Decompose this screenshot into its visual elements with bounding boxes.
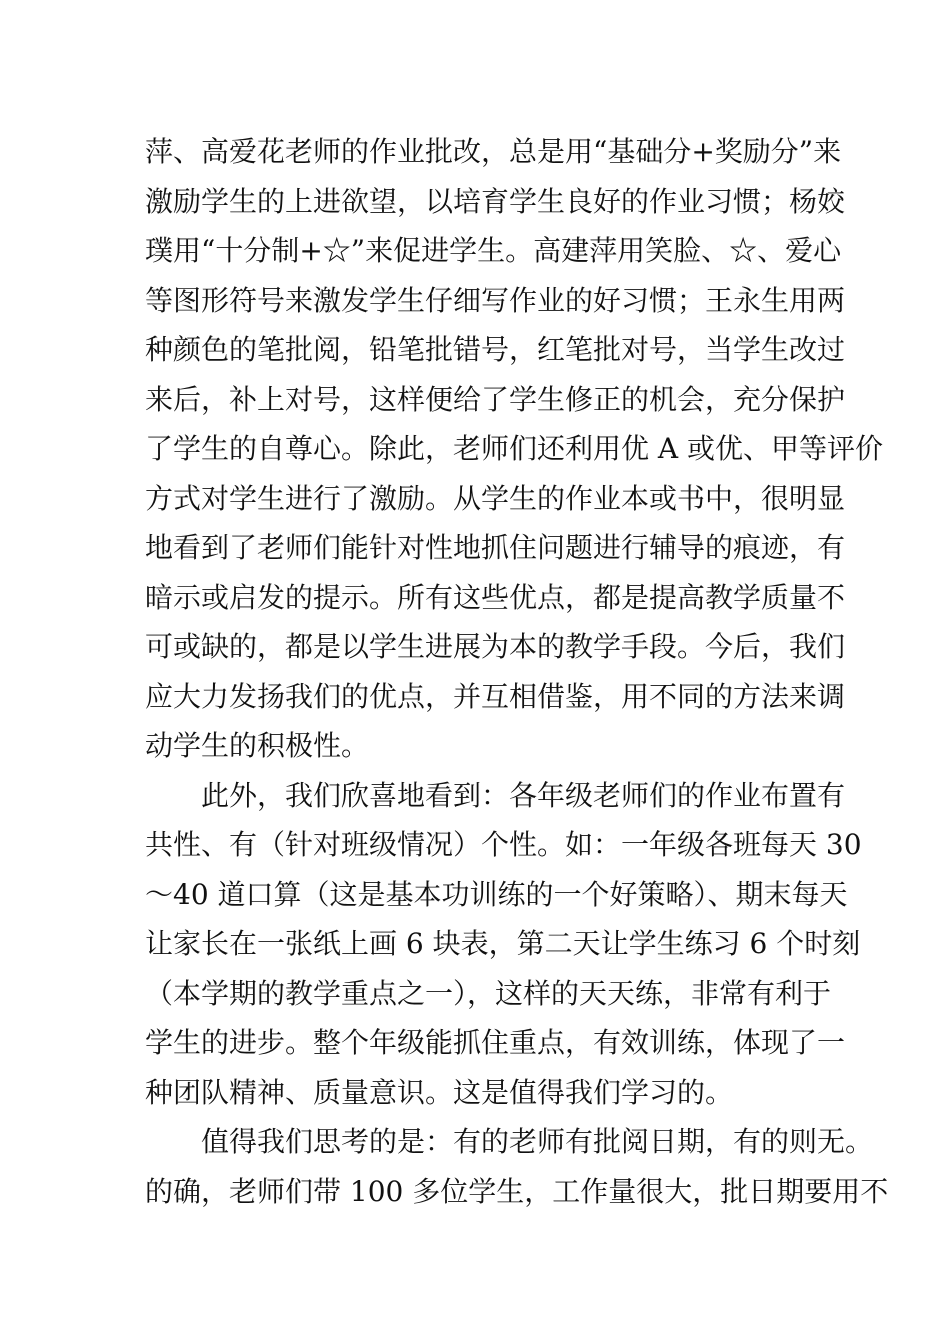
text-line: 的确，老师们带 100 多位学生，工作量很大，批日期要用不 [145,1174,889,1208]
text-line: 共性、有（针对班级情况）个性。如：一年级各班每天 30 [145,828,862,861]
paragraph-first-line: 值得我们思考的是：有的老师有批阅日期，有的则无。 [201,1125,874,1158]
text-line: 等图形符号来激发学生仔细写作业的好习惯；王永生用两 [145,283,846,317]
text-line: 学生的进步。整个年级能抓住重点，有效训练，体现了一 [145,1026,846,1059]
body-text [145,127,889,1216]
text-line: 地看到了老师们能针对性地抓住问题进行辅导的痕迹，有 [145,531,846,564]
text-line: 璞用“十分制+☆”来促进学生。高建萍用笑脸、☆、爱心 [145,234,842,267]
text-line: 方式对学生进行了激励。从学生的作业本或书中，很明显 [145,481,846,515]
text-line: 种颜色的笔批阅，铅笔批错号，红笔批对号，当学生改过 [145,333,846,366]
text-line: 暗示或启发的提示。所有这些优点，都是提高教学质量不 [145,580,846,614]
text-line: 应大力发扬我们的优点，并互相借鉴，用不同的方法来调 [145,679,846,713]
text-line: 种团队精神、质量意识。这是值得我们学习的。 [145,1075,734,1109]
text-line: 让家长在一张纸上画 6 块表，第二天让学生练习 6 个时刻 [145,927,861,960]
text-line: 可或缺的，都是以学生进展为本的教学手段。今后，我们 [145,630,846,663]
paragraph-first-line: 此外，我们欣喜地看到：各年级老师们的作业布置有 [201,778,846,812]
text-line: （本学期的教学重点之一），这样的天天练，非常有利于 [145,976,832,1010]
text-line: 萍、高爱花老师的作业批改，总是用“基础分+奖励分”来 [145,135,842,168]
text-line: 动学生的积极性。 [145,729,370,762]
text-line: 了学生的自尊心。除此，老师们还利用优 A 或优、甲等评价 [145,432,884,465]
text-line: 激励学生的上进欲望，以培育学生良好的作业习惯；杨姣 [145,184,846,218]
text-line: ～40 道口算（这是基本功训练的一个好策略）、期末每天 [145,877,848,911]
text-line: 来后，补上对号，这样便给了学生修正的机会，充分保护 [145,382,846,416]
